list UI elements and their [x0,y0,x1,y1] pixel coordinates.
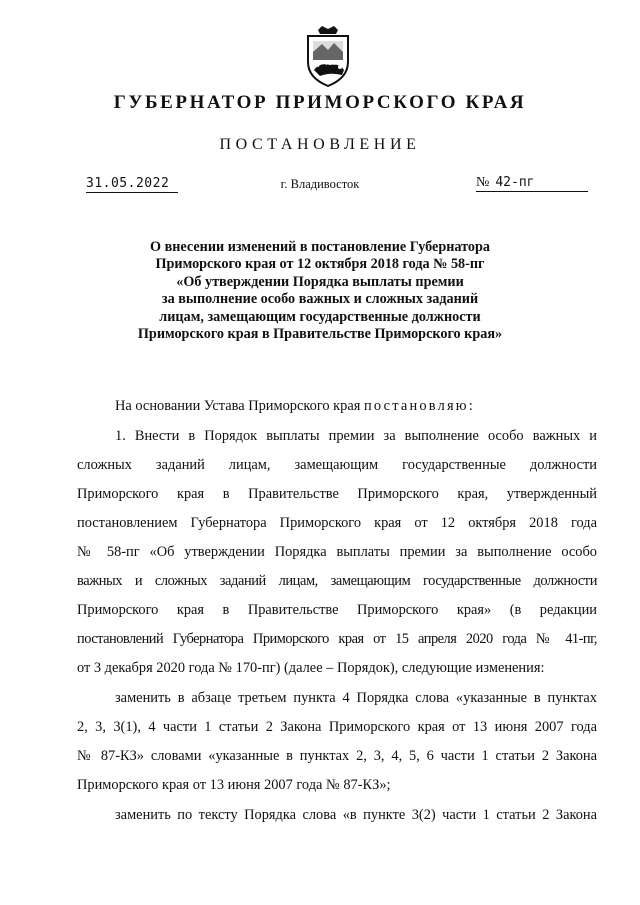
paragraph-1-line: Приморского края в Правительстве Приморского края» (в редакции [77,602,597,618]
paragraph-1-line: 1. Внести в Порядок выплаты премии за выполнение особо важных и [115,428,597,444]
paragraph-1-line: от 3 декабря 2020 года № 170-пг) (далее – Порядок), следующие изменения: [77,660,545,676]
document-type: ПОСТАНОВЛЕНИЕ [219,136,421,153]
paragraph-1-line: Приморского края в Правительстве Приморского края, утвержденный [77,486,597,502]
preamble-end: : [468,398,473,414]
authority-heading: ГУБЕРНАТОР ПРИМОРСКОГО КРАЯ [113,92,527,113]
paragraph-2-line: Приморского края от 13 июня 2007 года № 87-КЗ»; [77,777,391,793]
document-number [476,174,588,192]
paragraph-2-line: 2, 3, 3(1), 4 части 1 статьи 2 Закона Приморского края от 13 июня 2007 года [77,719,597,735]
document-city: г. Владивосток [280,177,360,191]
document-date: 31.05.2022 [86,175,178,193]
paragraph-1-line: № 58-пг «Об утверждении Порядка выплаты премии за выполнение особо [77,544,597,560]
paragraph-3-line: заменить по тексту Порядка слова «в пункте 3(2) части 1 статьи 2 Закона [115,807,597,823]
preamble-text: На основании Устава Приморского края [115,398,364,414]
title-line: лицам, замещающим государственные должности [159,308,481,325]
paragraph-2-line: заменить в абзаце третьем пункта 4 Порядка слова «указанные в пунктах [115,690,597,706]
paragraph-1-line: важных и сложных заданий лицам, замещающим государственные должности [77,573,597,589]
number-value: 42-пг [495,175,535,190]
paragraph-1-line: постановлением Губернатора Приморского края от 12 октября 2018 года [77,515,597,531]
title-line: О внесении изменений в постановление Губернатора [150,239,490,255]
coat-of-arms-emblem [300,26,356,88]
preamble-emphasis: постановляю [363,398,469,414]
document-title [0,239,640,343]
title-line: Приморского края в Правительстве Приморского края» [137,326,503,343]
title-line: за выполнение особо важных и сложных заданий [161,291,479,308]
number-sign: № [476,175,490,190]
paragraph-2-line: № 87-КЗ» словами «указанные в пунктах 2, 3, 4, 5, 6 части 1 статьи 2 Закона [77,748,597,764]
preamble [115,396,473,416]
paragraph-1-line: сложных заданий лицам, замещающим государственные должности [77,457,597,473]
title-line: «Об утверждении Порядка выплаты премии [176,273,464,290]
paragraph-1-line: постановлений Губернатора Приморского края от 15 апреля 2020 года № 41-пг, [77,631,597,647]
title-line: Приморского края от 12 октября 2018 года № 58-пг [155,256,485,273]
